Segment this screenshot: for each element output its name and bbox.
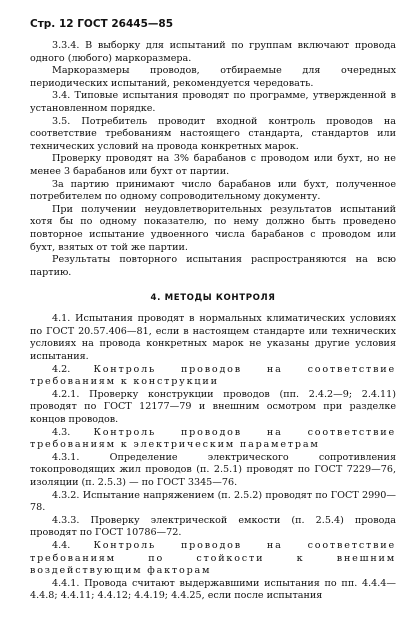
paragraph-4-4: [30, 540, 396, 578]
paragraph-4-2: [30, 364, 396, 389]
paragraph-4-4-number: 4.4.: [52, 539, 71, 551]
paragraph-4-3-2: 4.3.2. Испытание напряжением (п. 2.5.2) проводят по ГОСТ 2990—78.: [30, 489, 396, 514]
paragraph-4-2-heading: Контроль проводов на соответствие требованиям к конструкции: [30, 363, 396, 388]
paragraph-4-3-heading: Контроль проводов на соответствие требованиям к электрическим параметрам: [30, 426, 396, 451]
paragraph-proverku: Проверку проводят на 3% барабанов с проводом или бухт, но не менее 3 барабанов или бухт от партии.: [30, 153, 396, 177]
paragraph-za-partiyu: За партию принимают число барабанов или бухт, полученное потребителем по одному сопроводительному документу.: [30, 178, 396, 203]
section-title: 4. МЕТОДЫ КОНТРОЛЯ: [150, 293, 276, 304]
paragraph-4-1: 4.1. Испытания проводят в нормальных климатических условиях по ГОСТ 20.57.406—81, если в настоящем стандарте или технических условиях на провода конкретных марок не указаны другие условия испытания.: [30, 313, 396, 363]
paragraph-3-4: 3.4. Типовые испытания проводят по программе, утвержденной в установленном порядке.: [30, 90, 396, 114]
page-header: Стр. 12 ГОСТ 26445—85: [30, 18, 174, 30]
paragraph-4-4-1: 4.4.1. Провода считают выдержавшими испытания по пп. 4.4.4—4.4.8; 4.4.11; 4.4.12; 4.4.19; 4.4.25, если после испытания: [30, 577, 396, 602]
paragraph-4-3-number: 4.3.: [52, 426, 71, 438]
paragraph-4-3-1: 4.3.1. Определение электрического сопротивления токопроводящих жил проводов (п. 2.5.1) проводят по ГОСТ 7229—76, изоляции (п. 2.5.3) — по ГОСТ 3345—76.: [30, 451, 396, 488]
paragraph-markorazmery: Маркоразмеры проводов, отбираемые для очередных периодических испытаний, рекомендуется чередовать.: [30, 65, 396, 89]
paragraph-4-4-heading: Контроль проводов на соответствие требованиям по стойкости к внешним воздействующим факторам: [30, 539, 396, 577]
paragraph-3-3-4: 3.3.4. В выборку для испытаний по группам включают провода одного (любого) маркоразмера.: [30, 40, 396, 64]
paragraph-4-3: [30, 427, 396, 452]
paragraph-rezultaty: Результаты повторного испытания распространяются на всю партию.: [30, 254, 396, 278]
paragraph-3-5: 3.5. Потребитель проводит входной контроль проводов на соответствие требованиям настоящего стандарта, стандартов или технических условий на провода конкретных марок.: [30, 115, 396, 152]
paragraph-4-3-3: 4.3.3. Проверку электрической емкости (п. 2.5.4) провода проводят по ГОСТ 10786—72.: [30, 514, 396, 539]
paragraph-4-2-number: 4.2.: [52, 363, 71, 375]
paragraph-4-2-1: 4.2.1. Проверку конструкции проводов (пп. 2.4.2—9; 2.4.11) проводят по ГОСТ 12177—79 и внешним осмотром при разделке концов проводов.: [30, 388, 396, 426]
paragraph-pri-poluchenii: При получении неудовлетворительных результатов испытаний хотя бы по одному показателю, по нему должно быть проведено повторное испытание удвоенного числа барабанов с проводом или бухт, взятых от той же партии.: [30, 203, 396, 253]
